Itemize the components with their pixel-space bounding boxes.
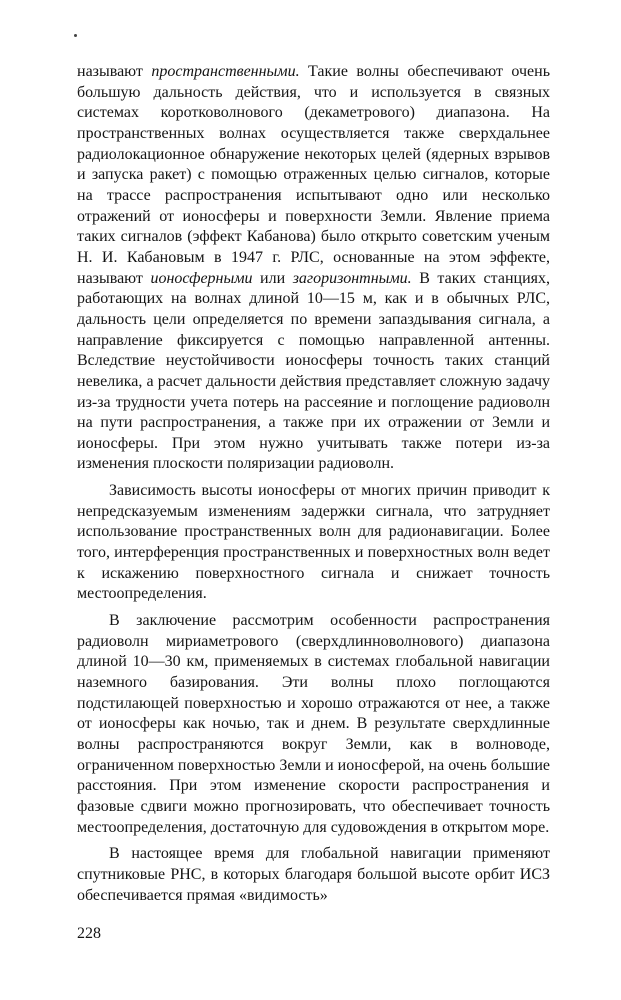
italic-term: пространственными. (151, 63, 300, 80)
page-number: 228 (77, 925, 101, 942)
print-speck (74, 34, 77, 37)
italic-term: загоризонтными. (292, 269, 412, 287)
text-run: или (252, 269, 293, 287)
body-text (77, 62, 550, 906)
text-run: В таких станциях, работающих на волнах длиной 10—15 м, как и в обычных РЛС, дальность цели определяется по времени запаздывания сигнала, а направление фиксируется с помощью направленной антенны. Вследствие неустойчивости ионосферы точность таких станций невелика, а расчет дальности действия представляет сложную задачу из-за трудности учета потерь на рассеяние и поглощение радиоволн на пути распространения, а также при их отражении от Земли и ионосферы. При этом нужно учитывать также потери из-за изменения плоскости поляризации радиоволн. (77, 269, 550, 473)
text-run: В настоящее время для глобальной навигации применяют спутниковые РНС, в которых благодаря большой высоте орбит ИСЗ обеспечивается прямая «видимость» (77, 845, 550, 904)
italic-term: ионосферными (150, 269, 253, 287)
paragraph-4 (77, 844, 550, 906)
text-run: Зависимость высоты ионосферы от многих причин приводит к непредсказуемым изменениям задержки сигнала, что затрудняет использование пространственных волн для радионавигации. Более того, интерференция пространственных и поверхностных волн ведет к искажению поверхностного сигнала и снижает точность местоопределения. (77, 482, 550, 603)
text-run: В заключение рассмотрим особенности распространения радиоволн мириаметрового (сверхдлинноволнового) диапазона длиной 10—30 км, применяемых в системах глобальной навигации наземного базирования. Эти волны плохо поглощаются подстилающей поверхностью и хорошо отражаются от нее, а также от ионосферы как ночью, так и днем. В результате сверхдлинные волны распространяются вокруг Земли, как в волноводе, ограниченном поверхностью Земли и ионосферой, на очень большие расстояния. При этом изменение скорости распространения и фазовые сдвиги можно прогнозировать, что обеспечивает точность местоопределения, достаточную для судовождения в открытом море. (77, 612, 550, 836)
paragraph-2 (77, 481, 550, 605)
paragraph-1 (77, 62, 550, 475)
paragraph-3 (77, 611, 550, 838)
text-run: Такие волны обеспечивают очень большую дальность действия, что и используется в связных системах коротковолнового (декаметрового) диапазона. На пространственных волнах осуществляется также сверхдальнее радиолокационное обнаружение некоторых целей (ядерных взрывов и запуска ракет) с помощью отраженных целью сигналов, которые на трассе распространения испытывают одно или несколько отражений от ионосферы и поверхности Земли. Явление приема таких сигналов (эффект Кабанова) было открыто советским ученым Н. И. Кабановым в 1947 г. РЛС, основанные на этом эффекте, называют (77, 63, 551, 287)
text-run: называют (77, 63, 152, 80)
